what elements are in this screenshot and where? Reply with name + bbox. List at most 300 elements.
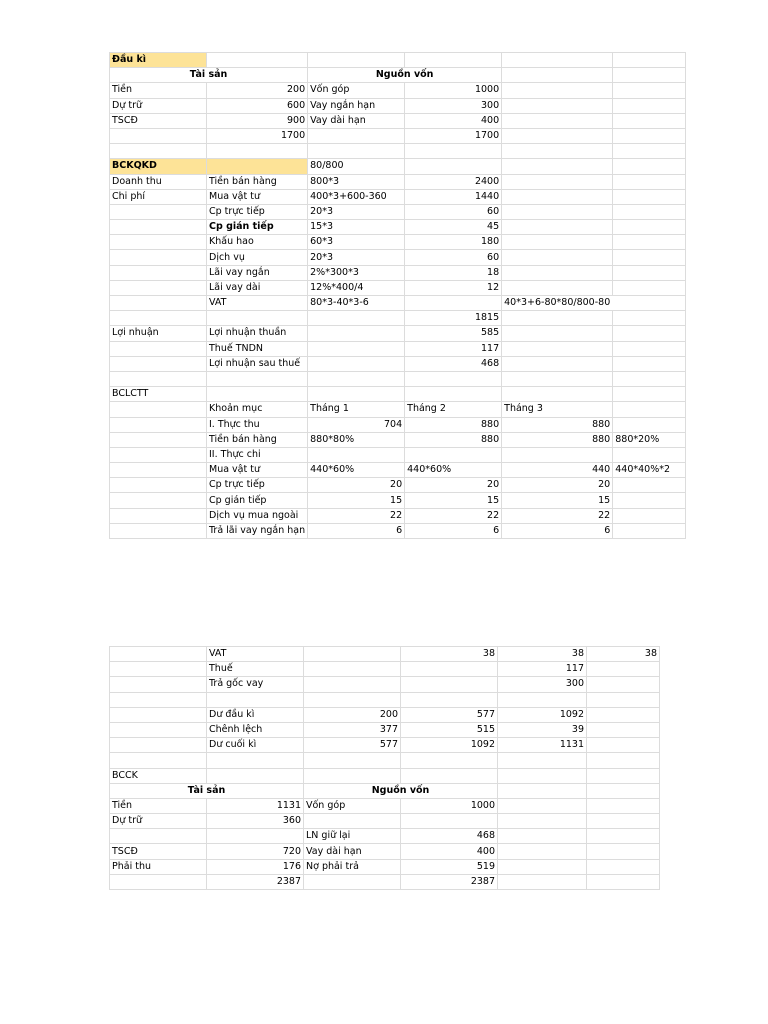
sheet-cell[interactable] xyxy=(207,371,308,386)
sheet-cell[interactable]: 1000 xyxy=(405,83,502,98)
sheet-cell[interactable] xyxy=(613,265,686,280)
sheet-cell[interactable] xyxy=(613,280,686,295)
sheet-cell[interactable] xyxy=(110,402,207,417)
sheet-cell[interactable]: Phải thu xyxy=(110,859,207,874)
sheet-cell[interactable] xyxy=(110,144,207,159)
sheet-cell[interactable]: VAT xyxy=(207,647,304,662)
sheet-cell[interactable]: 300 xyxy=(498,677,587,692)
sheet-cell[interactable] xyxy=(587,874,660,889)
sheet-row xyxy=(110,83,686,98)
sheet-cell[interactable]: Chênh lệch xyxy=(207,722,304,737)
sheet-cell[interactable]: 20*3 xyxy=(308,250,405,265)
sheet-cell[interactable]: Vốn góp xyxy=(304,798,401,813)
sheet-cell[interactable]: 15 xyxy=(502,493,613,508)
sheet-cell[interactable]: 880 xyxy=(405,432,502,447)
sheet-cell[interactable]: Cp trực tiếp xyxy=(207,478,308,493)
sheet-cell[interactable] xyxy=(405,159,502,174)
sheet-cell[interactable] xyxy=(613,189,686,204)
sheet-row xyxy=(110,113,686,128)
sheet-cell[interactable]: Dự trữ xyxy=(110,814,207,829)
sheet-cell[interactable] xyxy=(502,189,613,204)
sheet-cell[interactable] xyxy=(587,859,660,874)
sheet-cell[interactable] xyxy=(498,844,587,859)
sheet-cell[interactable] xyxy=(613,341,686,356)
sheet-cell[interactable] xyxy=(308,311,405,326)
sheet-cell[interactable] xyxy=(207,829,304,844)
sheet-cell[interactable]: 6 xyxy=(405,523,502,538)
sheet-cell[interactable]: Thuế TNDN xyxy=(207,341,308,356)
sheet-cell[interactable] xyxy=(110,235,207,250)
sheet-cell[interactable] xyxy=(110,647,207,662)
sheet-cell[interactable] xyxy=(502,68,613,83)
sheet-cell[interactable] xyxy=(587,829,660,844)
sheet-cell[interactable]: Lợi nhuận xyxy=(110,326,207,341)
sheet-cell[interactable] xyxy=(613,311,686,326)
sheet-cell[interactable]: Dư cuối kì xyxy=(207,738,304,753)
sheet-cell[interactable] xyxy=(304,692,401,707)
sheet-cell[interactable] xyxy=(613,144,686,159)
sheet-cell[interactable]: 39 xyxy=(498,722,587,737)
sheet-cell[interactable] xyxy=(110,311,207,326)
sheet-cell[interactable]: Tài sản xyxy=(110,783,304,798)
sheet-cell[interactable] xyxy=(405,144,502,159)
sheet-cell[interactable] xyxy=(405,371,502,386)
sheet-cell[interactable] xyxy=(308,447,405,462)
sheet-cell[interactable] xyxy=(613,356,686,371)
sheet-cell[interactable] xyxy=(110,356,207,371)
sheet-cell[interactable]: 20 xyxy=(502,478,613,493)
sheet-cell[interactable]: 20 xyxy=(308,478,405,493)
sheet-cell[interactable]: 720 xyxy=(207,844,304,859)
sheet-cell[interactable] xyxy=(405,296,502,311)
sheet-cell[interactable] xyxy=(587,768,660,783)
sheet-cell[interactable] xyxy=(405,387,502,402)
sheet-cell[interactable]: 880 xyxy=(502,432,613,447)
sheet-cell[interactable] xyxy=(207,144,308,159)
sheet-cell[interactable]: Chi phí xyxy=(110,189,207,204)
sheet-cell[interactable] xyxy=(207,692,304,707)
sheet-cell[interactable]: 38 xyxy=(401,647,498,662)
sheet-cell[interactable]: 400*3+600-360 xyxy=(308,189,405,204)
sheet-cell[interactable] xyxy=(308,326,405,341)
sheet-cell[interactable] xyxy=(613,523,686,538)
sheet-cell[interactable] xyxy=(110,447,207,462)
sheet-cell[interactable]: 704 xyxy=(308,417,405,432)
sheet-cell[interactable] xyxy=(502,220,613,235)
sheet-cell[interactable] xyxy=(613,53,686,68)
sheet-cell[interactable] xyxy=(308,387,405,402)
sheet-cell[interactable]: 200 xyxy=(304,707,401,722)
sheet-cell[interactable]: 468 xyxy=(405,356,502,371)
sheet-cell[interactable] xyxy=(502,235,613,250)
sheet-cell[interactable]: Vay dài hạn xyxy=(308,113,405,128)
sheet-cell[interactable] xyxy=(613,478,686,493)
sheet-cell[interactable] xyxy=(401,768,498,783)
sheet-cell[interactable] xyxy=(613,493,686,508)
sheet-cell[interactable] xyxy=(110,508,207,523)
sheet-cell[interactable]: Dịch vụ xyxy=(207,250,308,265)
sheet-row xyxy=(110,859,660,874)
sheet-cell[interactable]: 800*3 xyxy=(308,174,405,189)
sheet-cell[interactable]: 12 xyxy=(405,280,502,295)
sheet-cell[interactable] xyxy=(110,662,207,677)
sheet-cell[interactable]: 6 xyxy=(308,523,405,538)
sheet-cell[interactable] xyxy=(401,662,498,677)
sheet-cell[interactable] xyxy=(110,417,207,432)
sheet-cell[interactable] xyxy=(308,144,405,159)
sheet-cell[interactable] xyxy=(110,493,207,508)
sheet-cell[interactable] xyxy=(502,371,613,386)
sheet-cell[interactable]: TSCĐ xyxy=(110,844,207,859)
sheet-cell[interactable] xyxy=(498,829,587,844)
sheet-cell[interactable] xyxy=(401,814,498,829)
sheet-cell[interactable]: 12%*400/4 xyxy=(308,280,405,295)
sheet-cell[interactable] xyxy=(613,387,686,402)
sheet-cell[interactable] xyxy=(110,738,207,753)
sheet-cell[interactable]: 1000 xyxy=(401,798,498,813)
sheet-cell[interactable]: 360 xyxy=(207,814,304,829)
sheet-cell[interactable]: 60*3 xyxy=(308,235,405,250)
sheet-cell[interactable] xyxy=(613,447,686,462)
sheet-row xyxy=(110,417,686,432)
sheet-cell[interactable]: 117 xyxy=(405,341,502,356)
sheet-cell[interactable]: 2387 xyxy=(207,874,304,889)
sheet-cell[interactable] xyxy=(110,677,207,692)
sheet-cell[interactable] xyxy=(502,204,613,219)
sheet-cell[interactable]: 1131 xyxy=(498,738,587,753)
sheet-cell[interactable] xyxy=(110,296,207,311)
sheet-cell[interactable] xyxy=(587,798,660,813)
sheet-cell[interactable]: II. Thực chi xyxy=(207,447,308,462)
sheet-cell[interactable]: Mua vật tư xyxy=(207,463,308,478)
sheet-cell[interactable]: 15 xyxy=(308,493,405,508)
sheet-cell[interactable] xyxy=(613,159,686,174)
sheet-cell[interactable] xyxy=(304,662,401,677)
sheet-cell[interactable]: Nguồn vốn xyxy=(308,68,502,83)
sheet-cell[interactable] xyxy=(502,326,613,341)
sheet-cell[interactable]: Cp trực tiếp xyxy=(207,204,308,219)
sheet-cell[interactable]: 200 xyxy=(207,83,308,98)
sheet-cell[interactable] xyxy=(207,53,308,68)
sheet-cell[interactable] xyxy=(587,814,660,829)
sheet-cell[interactable]: 300 xyxy=(405,98,502,113)
sheet-cell[interactable] xyxy=(110,478,207,493)
sheet-row xyxy=(110,447,686,462)
sheet-cell[interactable] xyxy=(613,174,686,189)
sheet-row xyxy=(110,144,686,159)
sheet-cell[interactable]: 117 xyxy=(498,662,587,677)
sheet-cell[interactable] xyxy=(502,113,613,128)
sheet-cell[interactable]: Tiền bán hàng xyxy=(207,432,308,447)
sheet-row xyxy=(110,174,686,189)
sheet-cell[interactable]: 38 xyxy=(587,647,660,662)
sheet-cell[interactable] xyxy=(502,356,613,371)
sheet-cell[interactable] xyxy=(613,371,686,386)
sheet-cell[interactable] xyxy=(405,53,502,68)
sheet-cell[interactable] xyxy=(587,722,660,737)
sheet-cell[interactable] xyxy=(587,738,660,753)
sheet-cell[interactable] xyxy=(498,874,587,889)
sheet-cell[interactable] xyxy=(304,814,401,829)
sheet-row xyxy=(110,677,660,692)
sheet-cell[interactable] xyxy=(587,662,660,677)
sheet-cell[interactable]: 585 xyxy=(405,326,502,341)
sheet-cell[interactable]: Lợi nhuận thuần xyxy=(207,326,308,341)
sheet-cell[interactable]: 400 xyxy=(401,844,498,859)
sheet-cell[interactable] xyxy=(110,707,207,722)
sheet-cell[interactable] xyxy=(405,447,502,462)
sheet-cell[interactable] xyxy=(587,844,660,859)
sheet-cell[interactable] xyxy=(308,128,405,143)
sheet-cell[interactable]: 20 xyxy=(405,478,502,493)
sheet-row xyxy=(110,432,686,447)
sheet-cell[interactable]: 468 xyxy=(401,829,498,844)
sheet-cell[interactable] xyxy=(587,707,660,722)
sheet-cell[interactable] xyxy=(110,753,207,768)
sheet-row xyxy=(110,814,660,829)
sheet-cell[interactable]: 22 xyxy=(308,508,405,523)
sheet-cell[interactable] xyxy=(110,250,207,265)
sheet-cell[interactable] xyxy=(304,677,401,692)
sheet-cell[interactable]: Thuế xyxy=(207,662,304,677)
sheet-cell[interactable]: Nguồn vốn xyxy=(304,783,498,798)
sheet-cell[interactable] xyxy=(613,220,686,235)
sheet-cell[interactable]: 80*3-40*3-6 xyxy=(308,296,405,311)
sheet-cell[interactable] xyxy=(110,463,207,478)
sheet-cell[interactable] xyxy=(613,113,686,128)
sheet-cell[interactable]: 2400 xyxy=(405,174,502,189)
sheet-cell[interactable] xyxy=(110,371,207,386)
sheet-cell[interactable]: 1700 xyxy=(405,128,502,143)
sheet-cell[interactable]: 519 xyxy=(401,859,498,874)
sheet-cell[interactable]: Mua vật tư xyxy=(207,189,308,204)
sheet-cell[interactable] xyxy=(498,814,587,829)
sheet-cell[interactable]: 440*60% xyxy=(405,463,502,478)
sheet-cell[interactable]: 15*3 xyxy=(308,220,405,235)
sheet-cell[interactable] xyxy=(613,250,686,265)
sheet-cell[interactable] xyxy=(304,874,401,889)
spreadsheet-bottom xyxy=(109,646,660,890)
sheet-cell[interactable] xyxy=(502,341,613,356)
sheet-cell[interactable]: Vay ngắn hạn xyxy=(308,98,405,113)
sheet-cell[interactable] xyxy=(502,83,613,98)
sheet-cell[interactable] xyxy=(502,53,613,68)
sheet-cell[interactable] xyxy=(613,128,686,143)
sheet-cell[interactable]: 18 xyxy=(405,265,502,280)
sheet-cell[interactable]: 577 xyxy=(401,707,498,722)
sheet-cell[interactable]: Dư đầu kì xyxy=(207,707,304,722)
sheet-cell[interactable] xyxy=(110,204,207,219)
sheet-cell[interactable] xyxy=(502,144,613,159)
sheet-cell[interactable]: VAT xyxy=(207,296,308,311)
sheet-cell[interactable]: Tháng 3 xyxy=(502,402,613,417)
sheet-cell[interactable] xyxy=(613,68,686,83)
sheet-cell[interactable] xyxy=(110,874,207,889)
sheet-cell[interactable]: 440*60% xyxy=(308,463,405,478)
sheet-cell[interactable] xyxy=(401,677,498,692)
sheet-cell[interactable]: 15 xyxy=(405,493,502,508)
spreadsheet-top xyxy=(109,52,686,539)
sheet-cell[interactable]: 1700 xyxy=(207,128,308,143)
sheet-cell[interactable] xyxy=(110,432,207,447)
sheet-cell[interactable]: 2%*300*3 xyxy=(308,265,405,280)
sheet-cell[interactable] xyxy=(502,447,613,462)
sheet-cell[interactable] xyxy=(502,159,613,174)
sheet-cell[interactable]: 880 xyxy=(502,417,613,432)
sheet-cell[interactable] xyxy=(587,753,660,768)
sheet-cell[interactable] xyxy=(502,387,613,402)
sheet-cell[interactable]: TSCĐ xyxy=(110,113,207,128)
sheet-cell[interactable] xyxy=(587,677,660,692)
sheet-cell[interactable]: Cp gián tiếp xyxy=(207,493,308,508)
sheet-cell[interactable]: Tài sản xyxy=(110,68,308,83)
sheet-cell[interactable] xyxy=(308,53,405,68)
sheet-cell[interactable]: 515 xyxy=(401,722,498,737)
sheet-cell[interactable] xyxy=(110,829,207,844)
sheet-cell[interactable]: Vay dài hạn xyxy=(304,844,401,859)
sheet-cell[interactable] xyxy=(401,692,498,707)
sheet-cell[interactable] xyxy=(502,280,613,295)
sheet-cell[interactable] xyxy=(613,83,686,98)
sheet-cell[interactable] xyxy=(502,265,613,280)
sheet-cell[interactable]: 577 xyxy=(304,738,401,753)
sheet-cell[interactable] xyxy=(498,753,587,768)
sheet-cell[interactable] xyxy=(502,128,613,143)
sheet-cell[interactable] xyxy=(207,387,308,402)
sheet-cell[interactable] xyxy=(308,371,405,386)
sheet-cell[interactable]: Khấu hao xyxy=(207,235,308,250)
sheet-cell[interactable]: 80/800 xyxy=(308,159,405,174)
sheet-cell[interactable]: 880*20% xyxy=(613,432,686,447)
sheet-cell[interactable]: 880*80% xyxy=(308,432,405,447)
sheet-cell[interactable] xyxy=(304,768,401,783)
sheet-cell[interactable]: Tiền xyxy=(110,83,207,98)
sheet-cell[interactable]: Tiền bán hàng xyxy=(207,174,308,189)
sheet-cell[interactable]: 440 xyxy=(502,463,613,478)
sheet-cell[interactable] xyxy=(308,341,405,356)
sheet-cell[interactable] xyxy=(110,265,207,280)
sheet-top-body xyxy=(110,53,686,539)
sheet-cell[interactable]: 180 xyxy=(405,235,502,250)
sheet-cell[interactable]: Dịch vụ mua ngoài xyxy=(207,508,308,523)
sheet-cell[interactable] xyxy=(498,783,587,798)
sheet-cell[interactable] xyxy=(308,356,405,371)
sheet-cell[interactable]: 6 xyxy=(502,523,613,538)
sheet-cell[interactable] xyxy=(613,417,686,432)
sheet-cell[interactable]: Khoản mục xyxy=(207,402,308,417)
sheet-row xyxy=(110,783,660,798)
sheet-cell[interactable]: 38 xyxy=(498,647,587,662)
sheet-cell[interactable] xyxy=(498,768,587,783)
sheet-cell[interactable] xyxy=(613,402,686,417)
sheet-cell[interactable]: Cp gián tiếp xyxy=(207,220,308,235)
sheet-cell[interactable]: Lãi vay ngắn xyxy=(207,265,308,280)
sheet-cell[interactable]: Lãi vay dài xyxy=(207,280,308,295)
sheet-cell[interactable]: 600 xyxy=(207,98,308,113)
sheet-cell[interactable] xyxy=(207,768,304,783)
sheet-cell[interactable] xyxy=(613,508,686,523)
sheet-cell[interactable]: I. Thực thu xyxy=(207,417,308,432)
sheet-cell[interactable]: Trả gốc vay xyxy=(207,677,304,692)
sheet-cell[interactable]: Đầu kì xyxy=(110,53,207,68)
sheet-cell[interactable]: 1131 xyxy=(207,798,304,813)
sheet-cell[interactable]: 377 xyxy=(304,722,401,737)
sheet-cell[interactable] xyxy=(587,783,660,798)
sheet-cell[interactable] xyxy=(587,692,660,707)
sheet-cell[interactable] xyxy=(613,296,686,311)
sheet-cell[interactable] xyxy=(207,311,308,326)
sheet-cell[interactable] xyxy=(613,204,686,219)
sheet-cell[interactable] xyxy=(502,98,613,113)
sheet-cell[interactable]: 440*40%*2 xyxy=(613,463,686,478)
sheet-cell[interactable]: 60 xyxy=(405,204,502,219)
sheet-cell[interactable]: 1440 xyxy=(405,189,502,204)
sheet-cell[interactable] xyxy=(502,174,613,189)
sheet-cell[interactable]: Vốn góp xyxy=(308,83,405,98)
sheet-cell[interactable]: LN giữ lại xyxy=(304,829,401,844)
sheet-cell[interactable]: Doanh thu xyxy=(110,174,207,189)
sheet-cell[interactable]: 900 xyxy=(207,113,308,128)
sheet-cell[interactable] xyxy=(304,753,401,768)
sheet-cell[interactable] xyxy=(613,235,686,250)
sheet-cell[interactable] xyxy=(304,647,401,662)
sheet-cell[interactable]: Lợi nhuận sau thuế xyxy=(207,356,308,371)
sheet-cell[interactable]: 22 xyxy=(405,508,502,523)
sheet-cell[interactable]: 176 xyxy=(207,859,304,874)
sheet-cell[interactable]: BCCK xyxy=(110,768,207,783)
sheet-cell[interactable]: BCLCTT xyxy=(110,387,207,402)
sheet-row xyxy=(110,387,686,402)
sheet-cell[interactable]: 400 xyxy=(405,113,502,128)
sheet-cell[interactable]: 1092 xyxy=(401,738,498,753)
sheet-cell[interactable]: 1815 xyxy=(405,311,502,326)
sheet-cell[interactable]: 45 xyxy=(405,220,502,235)
sheet-cell[interactable] xyxy=(498,859,587,874)
sheet-cell[interactable]: Tháng 1 xyxy=(308,402,405,417)
sheet-cell[interactable]: BCKQKD xyxy=(110,159,207,174)
sheet-cell[interactable] xyxy=(207,159,308,174)
sheet-cell[interactable]: Trả lãi vay ngắn hạn xyxy=(207,523,308,538)
sheet-cell[interactable] xyxy=(110,341,207,356)
sheet-cell[interactable] xyxy=(502,250,613,265)
sheet-cell[interactable]: 20*3 xyxy=(308,204,405,219)
sheet-cell[interactable]: Tiền xyxy=(110,798,207,813)
sheet-cell[interactable]: 22 xyxy=(502,508,613,523)
sheet-cell[interactable]: 880 xyxy=(405,417,502,432)
sheet-cell[interactable]: 2387 xyxy=(401,874,498,889)
sheet-cell[interactable] xyxy=(207,753,304,768)
sheet-cell[interactable] xyxy=(401,753,498,768)
sheet-cell[interactable]: 60 xyxy=(405,250,502,265)
sheet-cell[interactable] xyxy=(110,280,207,295)
sheet-cell[interactable] xyxy=(110,692,207,707)
sheet-cell[interactable]: 40*3+6-80*80/800-80 xyxy=(502,296,613,311)
sheet-cell[interactable] xyxy=(110,722,207,737)
sheet-cell[interactable] xyxy=(498,692,587,707)
sheet-cell[interactable] xyxy=(498,798,587,813)
sheet-cell[interactable] xyxy=(613,98,686,113)
sheet-cell[interactable]: 1092 xyxy=(498,707,587,722)
sheet-cell[interactable] xyxy=(110,220,207,235)
sheet-cell[interactable]: Dự trữ xyxy=(110,98,207,113)
sheet-cell[interactable]: Nợ phải trả xyxy=(304,859,401,874)
sheet-cell[interactable] xyxy=(110,128,207,143)
sheet-row xyxy=(110,311,686,326)
sheet-cell[interactable] xyxy=(502,311,613,326)
sheet-cell[interactable]: Tháng 2 xyxy=(405,402,502,417)
sheet-cell[interactable] xyxy=(613,326,686,341)
sheet-cell[interactable] xyxy=(110,523,207,538)
